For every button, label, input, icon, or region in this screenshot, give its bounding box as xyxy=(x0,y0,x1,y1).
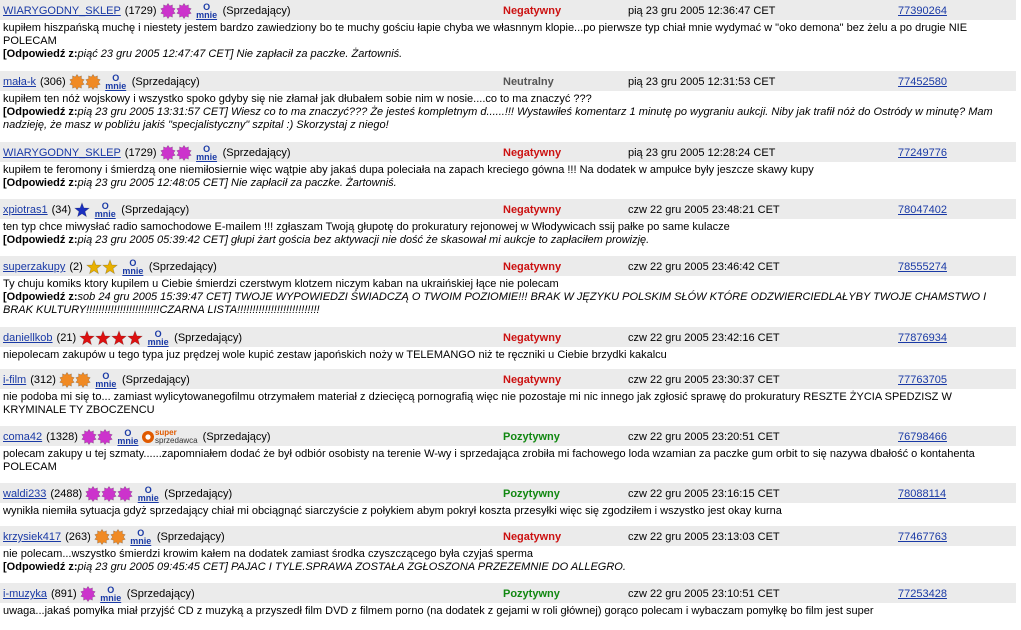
auction-link[interactable]: 78555274 xyxy=(898,261,947,273)
red-star-icon xyxy=(79,330,95,346)
comment-type: Negatywny xyxy=(503,531,562,543)
orange-star-icon xyxy=(59,372,75,388)
reply-text: sob 24 gru 2005 15:39:47 CET] TWOJE WYPOWIEDZI ŚWIADCZĄ O TWOIM POZIOMIE!!! BRAK W JĘZYKU POLSKIM SŁÓW KTÓRE ODZWIERCIEDLAŁYBY TWOJE CHAMSTWO I BRAK KULTURY!!!!!!!!!!!!!!!!!!!!!!!!CZARNA LISTA!!!!!!!!!!!!!!!!!!!!!!!!!!! xyxy=(3,291,987,316)
comment-text: nie polecam...wszystko śmierdzi krowim kałem na dodatek zamiast środka czyszczącego była czyjaś sperma xyxy=(3,548,534,560)
super-seller-logo-icon xyxy=(141,429,155,443)
about-me-icon[interactable] xyxy=(93,372,119,388)
user-link[interactable]: i-film xyxy=(3,374,27,386)
auction-link[interactable]: 78088114 xyxy=(898,488,947,500)
comment-header xyxy=(0,71,1016,91)
rating-badges xyxy=(86,259,118,275)
comment-text: kupiłem te feromony i śmierdzą one niemiłosiernie więc wątpie aby jakaś dupa poleciała na zapach kreciego gówna !!! Na dodatek w ampułce były jeszcze skawy kupy xyxy=(3,164,814,176)
comment-body xyxy=(3,164,1013,190)
user-role: (Sprzedający) xyxy=(145,261,217,273)
comment-header xyxy=(0,583,1016,603)
seller-reply xyxy=(3,177,1013,190)
comment-header xyxy=(0,369,1016,389)
seller-reply xyxy=(3,561,1013,574)
user-info xyxy=(3,74,200,90)
auction-link[interactable]: 77249776 xyxy=(898,147,947,159)
comment-text: uwaga...jakaś pomyłka miał przyjść CD z muzyką a przyszedł film DVD z filmem porno (na dodatek z gejami w roli głównej) gorąco polecam i wybaczam pomyłkę bo film jest super xyxy=(3,605,874,617)
comment-header xyxy=(0,327,1016,347)
about-me-icon[interactable] xyxy=(98,586,124,602)
comment-type: Negatywny xyxy=(503,147,562,159)
auction-link[interactable]: 77467763 xyxy=(898,531,947,543)
user-score: (34) xyxy=(51,204,72,216)
orange-star-icon xyxy=(75,372,91,388)
user-role: (Sprzedający) xyxy=(161,488,233,500)
comment-type: Negatywny xyxy=(503,332,562,344)
comment-type: Negatywny xyxy=(503,374,562,386)
rating-badges xyxy=(160,145,192,161)
reply-prefix: [Odpowiedź z: xyxy=(3,106,78,118)
comment-body xyxy=(3,22,1013,61)
comment-date: czw 22 gru 2005 23:20:51 CET xyxy=(628,431,780,443)
user-link[interactable]: xpiotras1 xyxy=(3,204,48,216)
reply-text: pią 23 gru 2005 05:39:42 CET] głupi żart gościa bez aktywacji nie dość że skasował mi aukcje to zapłaciłem prowizję. xyxy=(77,234,650,246)
violet-star-icon xyxy=(85,486,101,502)
orange-star-icon xyxy=(94,529,110,545)
comment-type: Negatywny xyxy=(503,261,562,273)
comment-date: pią 23 gru 2005 12:31:53 CET xyxy=(628,76,776,88)
comment-body xyxy=(3,278,1013,317)
comment-header xyxy=(0,256,1016,276)
user-role: (Sprzedający) xyxy=(199,431,271,443)
comment-text: kupiłem hiszpańską muchę i niestety jestem bardzo zawiedziony bo te muchy gościu łapie chyba we własnnym klopie...po pierwsze typ chiał mnie wydymać w "oko demona" bez żelu a po drugie NIE POLECAM xyxy=(3,22,968,47)
about-me-icon[interactable] xyxy=(194,3,220,19)
user-info xyxy=(3,330,242,346)
comment-type: Pozytywny xyxy=(503,588,560,600)
about-me-icon[interactable] xyxy=(194,145,220,161)
user-link[interactable]: coma42 xyxy=(3,431,43,443)
user-info xyxy=(3,372,190,388)
user-role: (Sprzedający) xyxy=(219,5,291,17)
user-link[interactable]: mała-k xyxy=(3,76,37,88)
violet-star-icon xyxy=(176,145,192,161)
comment-date: pią 23 gru 2005 12:36:47 CET xyxy=(628,5,776,17)
about-me-top: O xyxy=(107,585,115,596)
comment-header xyxy=(0,426,1016,446)
yellow-star-icon xyxy=(86,259,102,275)
about-me-icon[interactable] xyxy=(145,330,171,346)
about-me-bottom: mnie xyxy=(196,152,218,163)
auction-link[interactable]: 78047402 xyxy=(898,204,947,216)
comment-body xyxy=(3,391,1013,417)
about-me-bottom: mnie xyxy=(94,209,116,220)
comment-date: czw 22 gru 2005 23:10:51 CET xyxy=(628,588,780,600)
comment-text: kupiłem ten nóż wojskowy i wszystko spoko gdyby się nie złamał jak dłubałem sobie nim w nosie....co to ma znaczyć ??? xyxy=(3,93,592,105)
auction-link[interactable]: 77763705 xyxy=(898,374,947,386)
user-link[interactable]: krzysiek417 xyxy=(3,531,62,543)
user-score: (891) xyxy=(51,588,77,600)
comment-date: pią 23 gru 2005 12:28:24 CET xyxy=(628,147,776,159)
comment-body xyxy=(3,548,1013,574)
user-score: (21) xyxy=(56,332,77,344)
comment-date: czw 22 gru 2005 23:46:42 CET xyxy=(628,261,780,273)
comment-text: niepolecam zakupów u tego typa juz prędzej wole kupić zestaw japońskich noży w TELEMANGO niż te ręczniki u Ciebie brzydki kakalcu xyxy=(3,349,667,361)
violet-star-icon xyxy=(101,486,117,502)
about-me-top: O xyxy=(102,371,110,382)
about-me-bottom: mnie xyxy=(95,379,117,390)
comment-header xyxy=(0,526,1016,546)
red-star-icon xyxy=(95,330,111,346)
comment-header xyxy=(0,142,1016,162)
user-info xyxy=(3,145,291,161)
comment-type: Negatywny xyxy=(503,204,562,216)
about-me-bottom: mnie xyxy=(122,266,144,277)
violet-star-icon xyxy=(160,145,176,161)
user-score: (263) xyxy=(65,531,91,543)
about-me-top: O xyxy=(124,428,132,439)
about-me-top: O xyxy=(203,2,211,13)
about-me-icon[interactable] xyxy=(103,74,129,90)
auction-link[interactable]: 77452580 xyxy=(898,76,947,88)
reply-prefix: [Odpowiedź z: xyxy=(3,234,78,246)
user-role: (Sprzedający) xyxy=(171,332,243,344)
about-me-bottom: mnie xyxy=(147,337,169,348)
user-score: (2) xyxy=(69,261,83,273)
reply-prefix: [Odpowiedź z: xyxy=(3,177,78,189)
user-info xyxy=(3,3,291,19)
super-seller-label: super sprzedawca xyxy=(154,428,198,446)
orange-star-icon xyxy=(85,74,101,90)
auction-link[interactable]: 76798466 xyxy=(898,431,947,443)
about-me-icon[interactable] xyxy=(135,486,161,502)
about-me-top: O xyxy=(101,201,109,212)
about-me-top: O xyxy=(129,258,137,269)
violet-star-icon xyxy=(117,486,133,502)
rating-badges xyxy=(79,330,143,346)
user-role: (Sprzedający) xyxy=(128,76,200,88)
orange-star-icon xyxy=(69,74,85,90)
about-me-bottom: mnie xyxy=(130,536,152,547)
comment-body xyxy=(3,93,1013,132)
comment-date: czw 22 gru 2005 23:42:16 CET xyxy=(628,332,780,344)
user-score: (2488) xyxy=(50,488,83,500)
auction-link[interactable]: 77876934 xyxy=(898,332,947,344)
reply-prefix: [Odpowiedź z: xyxy=(3,48,78,60)
about-me-icon[interactable] xyxy=(120,259,146,275)
auction-link[interactable]: 77390264 xyxy=(898,5,947,17)
comment-text: polecam zakupy u tej szmaty......zapomniałem dodać że był odbiór osobisty na terenie W-wy i sprzedająca zrobiła mi fachowego loda wzamian za paczke gum orbit to się nazywa dbałość o kontahenta POLECAM xyxy=(3,448,975,473)
comment-type: Neutralny xyxy=(503,76,554,88)
user-score: (312) xyxy=(30,374,56,386)
comment-header xyxy=(0,483,1016,503)
user-role: (Sprzedający) xyxy=(153,531,225,543)
about-me-top: O xyxy=(154,329,162,340)
user-score: (1729) xyxy=(124,5,157,17)
violet-star-icon xyxy=(81,429,97,445)
seller-reply xyxy=(3,106,1013,132)
about-me-top: O xyxy=(112,73,120,84)
reply-text: pią 23 gru 2005 12:48:05 CET] Nie zapłacił za paczke. Żartowniś. xyxy=(77,177,397,189)
user-link[interactable]: WIARYGODNY_SKLEP xyxy=(3,5,121,17)
violet-star-icon xyxy=(160,3,176,19)
comment-text: Ty chuju komiks ktory kupilem u Ciebie śmierdzi czerstwym klotzem niczym kaban na ukraińskiej łące nie polecam xyxy=(3,278,559,290)
rating-badges xyxy=(85,486,133,502)
user-link[interactable]: waldi233 xyxy=(3,488,47,500)
rating-badges xyxy=(80,586,96,602)
about-me-bottom: mnie xyxy=(196,10,218,21)
auction-link[interactable]: 77253428 xyxy=(898,588,947,600)
violet-star-icon xyxy=(176,3,192,19)
user-link[interactable]: WIARYGODNY_SKLEP xyxy=(3,147,121,159)
user-score: (1729) xyxy=(124,147,157,159)
about-me-top: O xyxy=(203,144,211,155)
comment-type: Negatywny xyxy=(503,5,562,17)
about-me-bottom: mnie xyxy=(117,436,139,447)
about-me-bottom: mnie xyxy=(100,593,122,604)
user-score: (306) xyxy=(40,76,66,88)
seller-reply xyxy=(3,291,1013,317)
comment-text: ten typ chce miwysłać radio samochodowe E-mailem !!! zgłaszam Twoją głupotę do prokuratury rejonowej w Włodywicach ssij pałke po same kulacze xyxy=(3,221,730,233)
rating-badges xyxy=(74,202,90,218)
rating-badges xyxy=(69,74,101,90)
seller-reply xyxy=(3,234,1013,247)
user-role: (Sprzedający) xyxy=(123,588,195,600)
red-star-icon xyxy=(127,330,143,346)
about-me-top: O xyxy=(144,485,152,496)
user-score: (1328) xyxy=(46,431,78,443)
comment-body xyxy=(3,448,1013,474)
comment-type: Pozytywny xyxy=(503,488,560,500)
comment-header xyxy=(0,199,1016,219)
comment-body xyxy=(3,221,1013,247)
comment-date: czw 22 gru 2005 23:16:15 CET xyxy=(628,488,780,500)
reply-text: pią 23 gru 2005 13:31:57 CET] Wiesz co to ma znaczyć??? Że jesteś kompletnym d......!!! Wystawiłeś komentarz 1 minutę po wygraniu aukcji. Niby jak trafił nóż do Ostródy w minutę? Mam nadzieję, że masz w pobliżu jakiś "specjalistyczny" szpital :) Skorzystaj z niego! xyxy=(3,106,993,131)
about-me-bottom: mnie xyxy=(137,493,159,504)
user-info xyxy=(3,486,232,502)
comment-body xyxy=(3,349,1013,362)
comment-date: czw 22 gru 2005 23:48:21 CET xyxy=(628,204,780,216)
user-info xyxy=(3,202,189,218)
comment-text: nie podoba mi się to... zamiast wylicytowanegofilmu otrzymałem materiał z dziecięcą pornografią więc nie pozostaje mi nic innego jak zgłosić sprawę do prokuratury RESZTE ŻYCIA SPEDZISZ W KRYMINALE TY ZBOCZENCU xyxy=(3,391,952,416)
user-info xyxy=(3,429,271,445)
violet-star-icon xyxy=(97,429,113,445)
rating-badges xyxy=(59,372,91,388)
red-star-icon xyxy=(111,330,127,346)
about-me-icon[interactable] xyxy=(128,529,154,545)
comment-text: wynikła niemiła sytuacja gdyż sprzedający chiał mi obciągnąć siarczyście z połykiem abym pokrył koszta przesyłki więc się zgodziłem i wszystko jest okay kurna xyxy=(3,505,782,517)
reply-prefix: [Odpowiedź z: xyxy=(3,561,78,573)
comment-body xyxy=(3,605,1013,618)
violet-star-icon xyxy=(80,586,96,602)
user-info xyxy=(3,259,217,275)
user-role: (Sprzedający) xyxy=(219,147,291,159)
rating-badges xyxy=(160,3,192,19)
about-me-bottom: mnie xyxy=(105,81,127,92)
yellow-star-icon xyxy=(102,259,118,275)
user-role: (Sprzedający) xyxy=(118,374,190,386)
reply-text: piąć 23 gru 2005 12:47:47 CET] Nie zapłacił za paczke. Żartowniś. xyxy=(77,48,403,60)
comment-header xyxy=(0,0,1016,20)
about-me-icon[interactable] xyxy=(92,202,118,218)
seller-reply xyxy=(3,48,1013,61)
reply-prefix: [Odpowiedź z: xyxy=(3,291,78,303)
user-role: (Sprzedający) xyxy=(118,204,190,216)
user-link[interactable]: superzakupy xyxy=(3,261,66,273)
user-link[interactable]: i-muzyka xyxy=(3,588,48,600)
super-seller-icon xyxy=(141,429,198,445)
comment-date: czw 22 gru 2005 23:13:03 CET xyxy=(628,531,780,543)
about-me-top: O xyxy=(137,528,145,539)
blue-star-icon xyxy=(74,202,90,218)
rating-badges xyxy=(94,529,126,545)
rating-badges xyxy=(81,429,113,445)
comment-body xyxy=(3,505,1013,518)
comment-type: Pozytywny xyxy=(503,431,560,443)
about-me-icon[interactable] xyxy=(115,429,141,445)
user-link[interactable]: daniellkob xyxy=(3,332,53,344)
comment-date: czw 22 gru 2005 23:30:37 CET xyxy=(628,374,780,386)
user-info xyxy=(3,586,195,602)
user-info xyxy=(3,529,225,545)
orange-star-icon xyxy=(110,529,126,545)
reply-text: pią 23 gru 2005 09:45:45 CET] PAJAC I TYLE.SPRAWA ZOSTAŁA ZGŁOSZONA PRZEZEMNIE DO ALLEGRO. xyxy=(77,561,626,573)
